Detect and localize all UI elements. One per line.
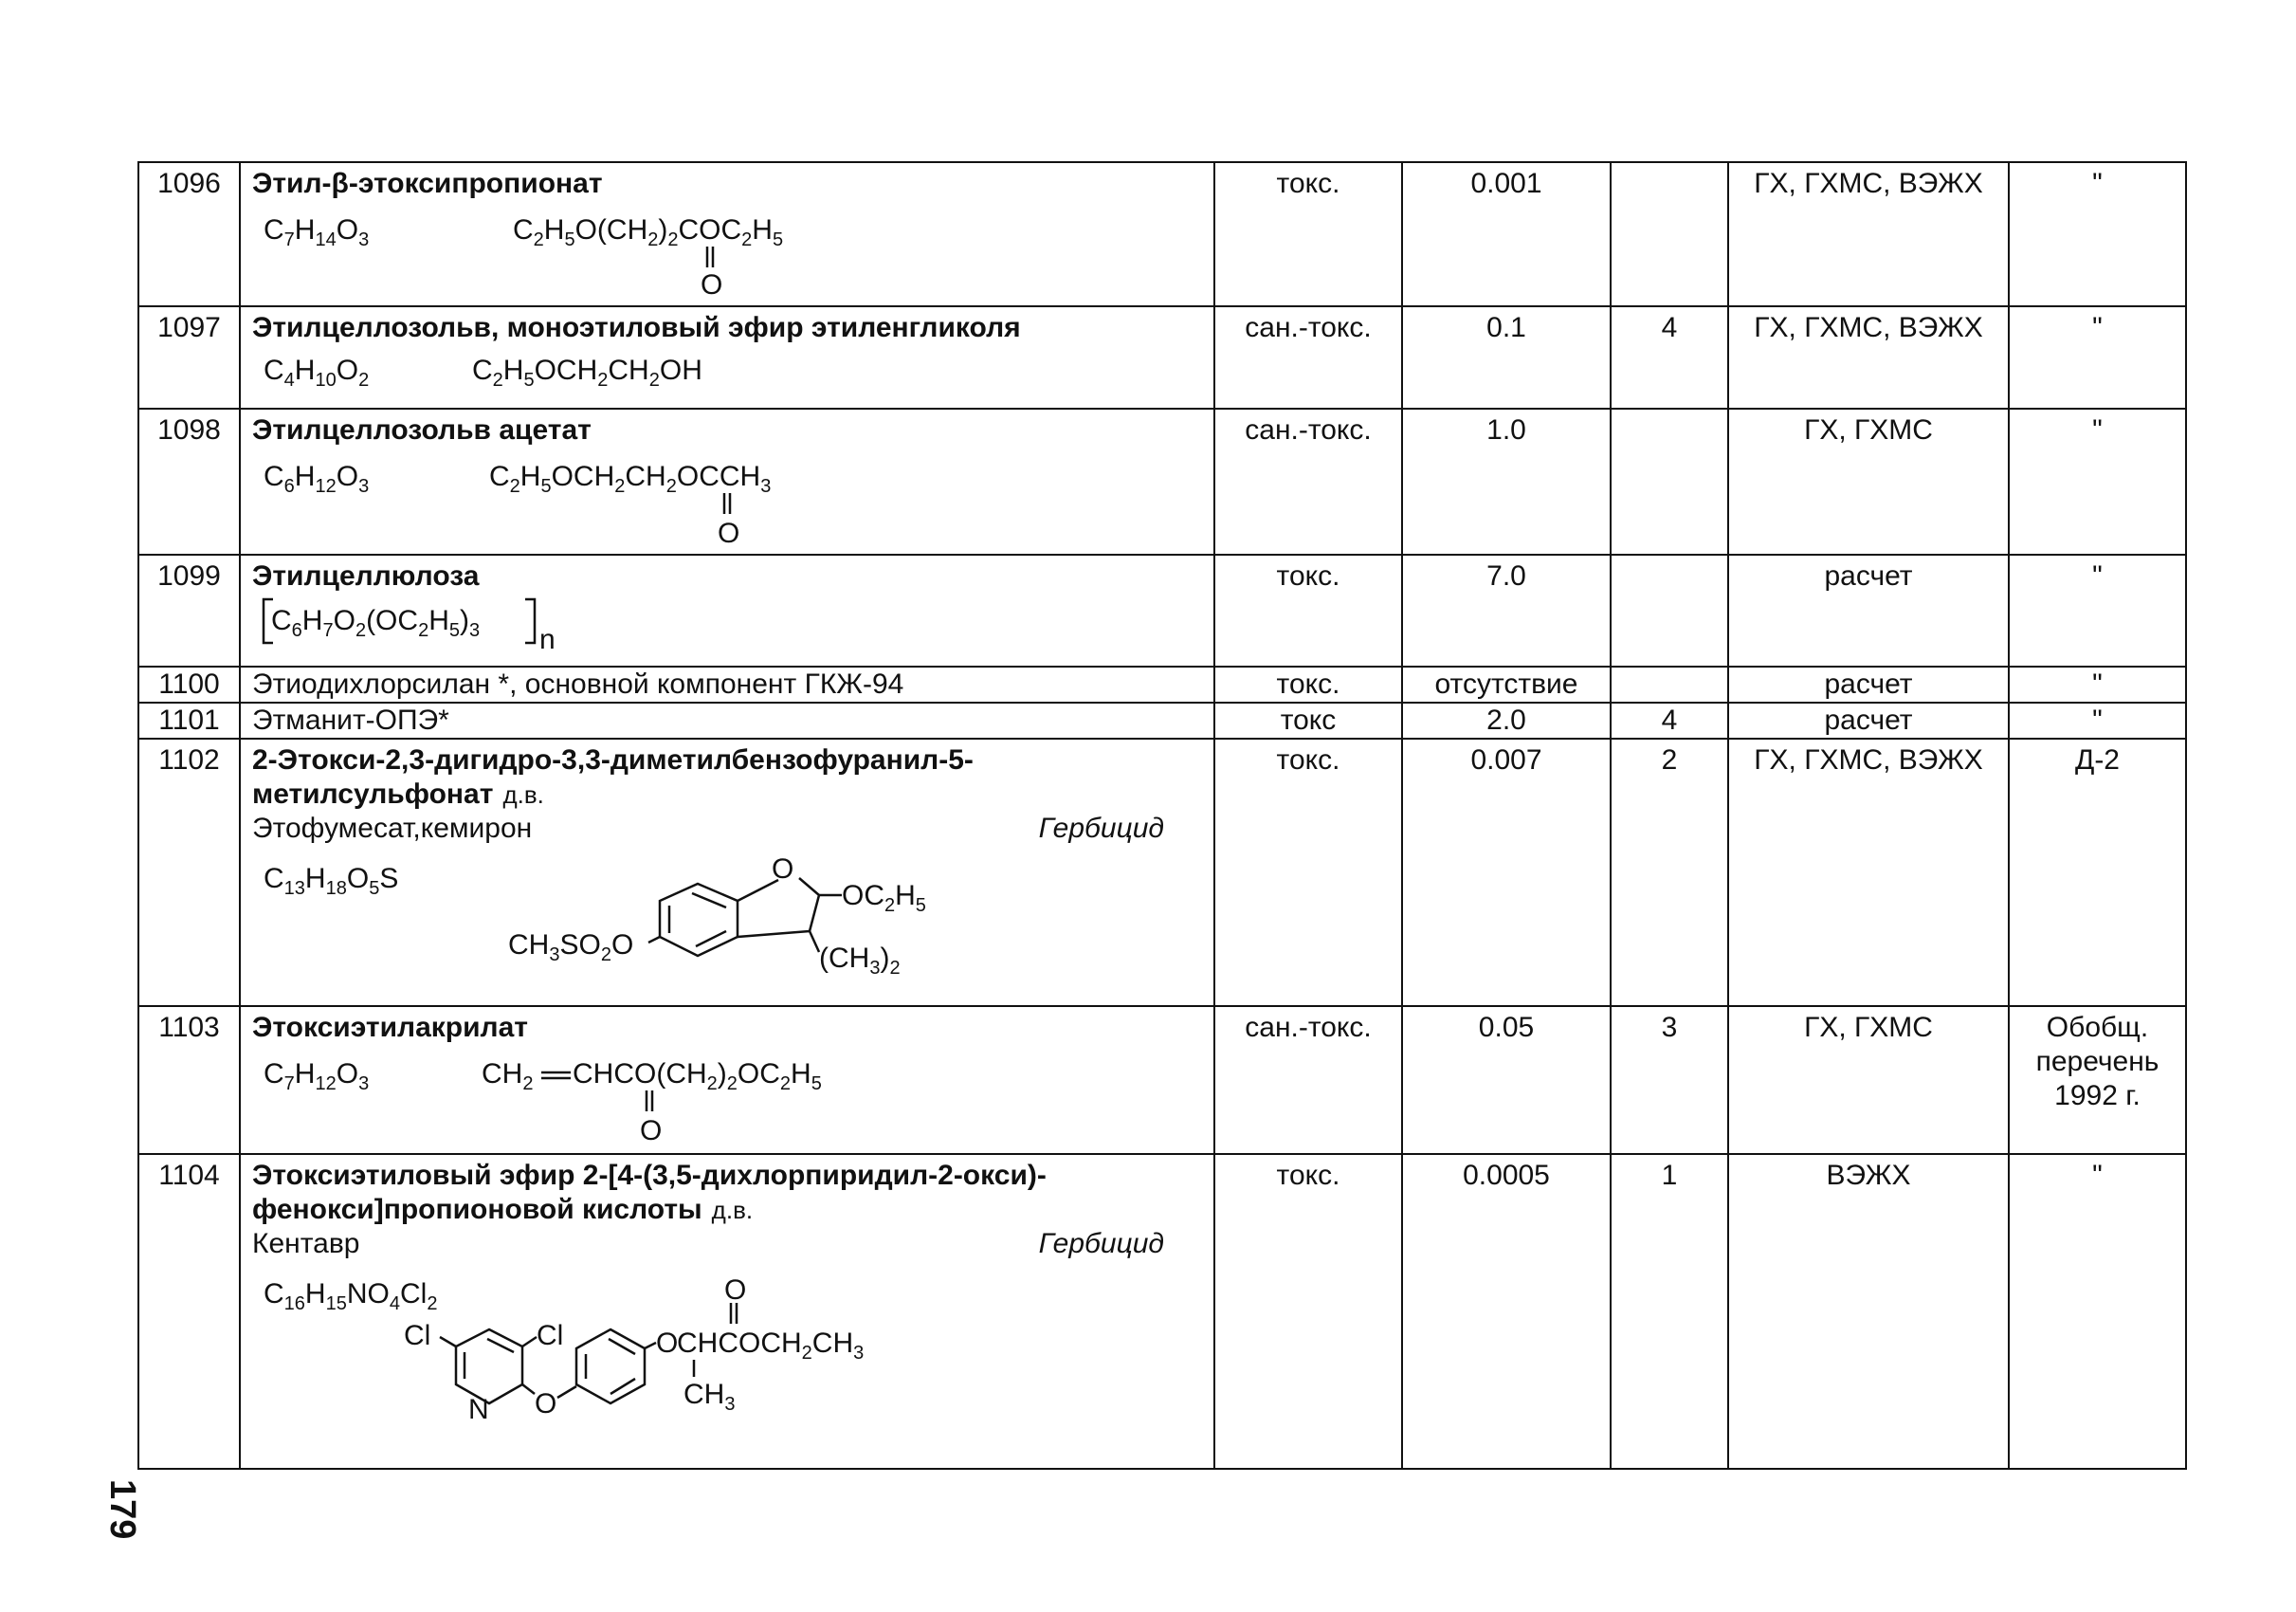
svg-text:OC2H5: $OC_2H_5$: [842, 880, 926, 916]
method-cell: ГХ, ГХМС: [1728, 409, 2009, 555]
substance-name: Этоксиэтилакрилат: [252, 1012, 528, 1043]
substances-table: [137, 161, 2187, 1470]
synonyms: Кентавр: [252, 1228, 360, 1259]
source-cell: ": [2009, 409, 2186, 555]
substance-cell: [240, 739, 1214, 1006]
svg-text:O: O: [656, 1328, 679, 1359]
svg-text:Cl: Cl: [404, 1320, 431, 1351]
svg-text:O: O: [718, 518, 740, 548]
svg-text:O: O: [640, 1115, 663, 1145]
svg-text:CH3: $CH_3$: [683, 1379, 736, 1415]
substance-cell: [240, 1154, 1214, 1469]
row-number: 1104: [138, 1154, 240, 1469]
value-cell: отсутствие: [1402, 667, 1611, 703]
substance-name: 2-Этокси-2,3-дигидро-3,3-диметилбензофуранил-5-метилсульфонат: [252, 744, 974, 810]
class-cell: токс.: [1214, 162, 1402, 306]
substance-name: Этил-β-этоксипропионат: [252, 168, 603, 199]
method-cell: ГХ, ГХМС: [1728, 1006, 2009, 1154]
active-substance-mark: д.в.: [502, 780, 544, 809]
method-cell: расчет: [1728, 555, 2009, 667]
method-cell: ГХ, ГХМС, ВЭЖХ: [1728, 162, 2009, 306]
row-number: 1096: [138, 162, 240, 306]
class-cell: токс.: [1214, 739, 1402, 1006]
substance-cell: [240, 555, 1214, 667]
value-cell: 0.001: [1402, 162, 1611, 306]
value-cell: 0.007: [1402, 739, 1611, 1006]
row-number: 1102: [138, 739, 240, 1006]
source-cell: Обобщ. перечень 1992 г.: [2009, 1006, 2186, 1154]
substance-name: Этилцеллозольв ацетат: [252, 414, 592, 446]
hazard-cell: [1611, 555, 1728, 667]
source-cell: Д-2: [2009, 739, 2186, 1006]
chemical-formula-1096: [252, 201, 1011, 300]
class-cell: токс.: [1214, 555, 1402, 667]
row-number: 1097: [138, 306, 240, 409]
class-cell: сан.-токс.: [1214, 306, 1402, 409]
svg-text:N: N: [468, 1394, 489, 1422]
substance-cell: [240, 409, 1214, 555]
svg-text:C6H12O3: $C_6H_{12}O_3$: [264, 461, 370, 497]
svg-text:C7H14O3: $C_7H_{14}O_3$: [264, 214, 370, 250]
value-cell: 0.1: [1402, 306, 1611, 409]
method-cell: ВЭЖХ: [1728, 1154, 2009, 1469]
substance-name: Этилцеллюлоза: [252, 560, 480, 592]
svg-text:C16H15NO4Cl2: $C_{16}H_{15}NO_4Cl_2$: [264, 1278, 438, 1314]
method-cell: расчет: [1728, 667, 2009, 703]
svg-text:C7H12O3: $C_7H_{12}O_3$: [264, 1058, 370, 1094]
page-number: 179: [102, 1479, 142, 1540]
value-cell: 7.0: [1402, 555, 1611, 667]
chemical-structure-1104: [252, 1261, 1011, 1422]
table-row: [138, 162, 2186, 306]
svg-text:CHCOCH2CH3: $CHCOCH_2CH_3$: [677, 1328, 865, 1364]
svg-text:C2H5OCH2CH2OCCH3: $C_2H_5OCH_2CH_2OCCH_3$: [489, 461, 772, 497]
table-row: [138, 409, 2186, 555]
svg-text:(CH3)2: $(CH_3)_2$: [819, 943, 901, 975]
usage: Гербицид: [1038, 1228, 1164, 1259]
table-row: [138, 667, 2186, 703]
svg-text:Cl: Cl: [537, 1320, 564, 1351]
row-number: 1099: [138, 555, 240, 667]
svg-text:C6H7O2(OC2H5)3: $C_6H_7O_2(OC_2H_5)_3$: [271, 605, 481, 641]
table-row: [138, 1006, 2186, 1154]
value-cell: 1.0: [1402, 409, 1611, 555]
table-row: [138, 739, 2186, 1006]
svg-text:C13H18O5S: $C_{13}H_{18}O_5S$: [264, 863, 399, 899]
svg-text:CH3SO2O: $CH_3SO_2O$: [508, 929, 634, 965]
class-cell: токс.: [1214, 667, 1402, 703]
source-cell: ": [2009, 667, 2186, 703]
source-cell: ": [2009, 1154, 2186, 1469]
substance-name: Этилцеллозольв, моноэтиловый эфир этиленгликоля: [252, 312, 1021, 343]
source-cell: ": [2009, 555, 2186, 667]
table-row: [138, 555, 2186, 667]
source-cell: ": [2009, 306, 2186, 409]
hazard-cell: 4: [1611, 703, 1728, 739]
row-number: 1101: [138, 703, 240, 739]
chemical-formula-1097: [252, 345, 1011, 393]
row-number: 1098: [138, 409, 240, 555]
class-cell: токс: [1214, 703, 1402, 739]
substance-name: Этиодихлорсилан *, основной компонент ГКЖ-94: [240, 667, 1214, 703]
chemical-formula-1099: [252, 594, 1011, 654]
method-cell: ГХ, ГХМС, ВЭЖХ: [1728, 739, 2009, 1006]
class-cell: токс.: [1214, 1154, 1402, 1469]
class-cell: сан.-токс.: [1214, 1006, 1402, 1154]
chemical-structure-1102: [252, 846, 1011, 975]
table-row: [138, 306, 2186, 409]
row-number: 1103: [138, 1006, 240, 1154]
svg-text:O: O: [772, 853, 794, 885]
svg-text:O: O: [535, 1388, 557, 1420]
substance-name: Этманит-ОПЭ*: [240, 703, 1214, 739]
source-cell: ": [2009, 162, 2186, 306]
svg-text:O: O: [724, 1274, 747, 1306]
method-cell: расчет: [1728, 703, 2009, 739]
hazard-cell: 1: [1611, 1154, 1728, 1469]
method-cell: ГХ, ГХМС, ВЭЖХ: [1728, 306, 2009, 409]
svg-text:C4H10O2: $C_4H_{10}O_2$: [264, 355, 370, 391]
svg-text:CH2: $CH_2$: [482, 1058, 534, 1094]
hazard-cell: 3: [1611, 1006, 1728, 1154]
class-cell: сан.-токс.: [1214, 409, 1402, 555]
hazard-cell: 4: [1611, 306, 1728, 409]
svg-text:O: O: [701, 269, 723, 300]
substance-name: Этоксиэтиловый эфир 2-[4-(3,5-дихлорпиридил-2-окси)-фенокси]пропионовой кислоты: [252, 1160, 1047, 1225]
table-row: [138, 1154, 2186, 1469]
chemical-formula-1098: [252, 448, 1011, 548]
hazard-cell: 2: [1611, 739, 1728, 1006]
value-cell: 0.05: [1402, 1006, 1611, 1154]
source-cell: ": [2009, 703, 2186, 739]
svg-text:n: n: [539, 624, 556, 654]
substance-cell: [240, 1006, 1214, 1154]
svg-text:C2H5O(CH2)2COC2H5: $C_2H_5O(CH_2)_2COC_2H_5$: [513, 214, 784, 250]
svg-text:C2H5OCH2CH2OH: $C_2H_5OCH_2CH_2OH$: [472, 355, 702, 391]
value-cell: 0.0005: [1402, 1154, 1611, 1469]
hazard-cell: [1611, 409, 1728, 555]
table-row: [138, 703, 2186, 739]
svg-text:CHCO(CH2)2OC2H5: $CHCO(CH_2)_2OC_2H_5$: [573, 1058, 822, 1094]
substance-cell: [240, 162, 1214, 306]
chemical-formula-1103: [252, 1045, 1011, 1145]
usage: Гербицид: [1038, 813, 1164, 844]
hazard-cell: [1611, 667, 1728, 703]
row-number: 1100: [138, 667, 240, 703]
hazard-cell: [1611, 162, 1728, 306]
value-cell: 2.0: [1402, 703, 1611, 739]
synonyms: Этофумесат,кемирон: [252, 813, 533, 844]
substance-cell: [240, 306, 1214, 409]
active-substance-mark: д.в.: [711, 1196, 754, 1224]
